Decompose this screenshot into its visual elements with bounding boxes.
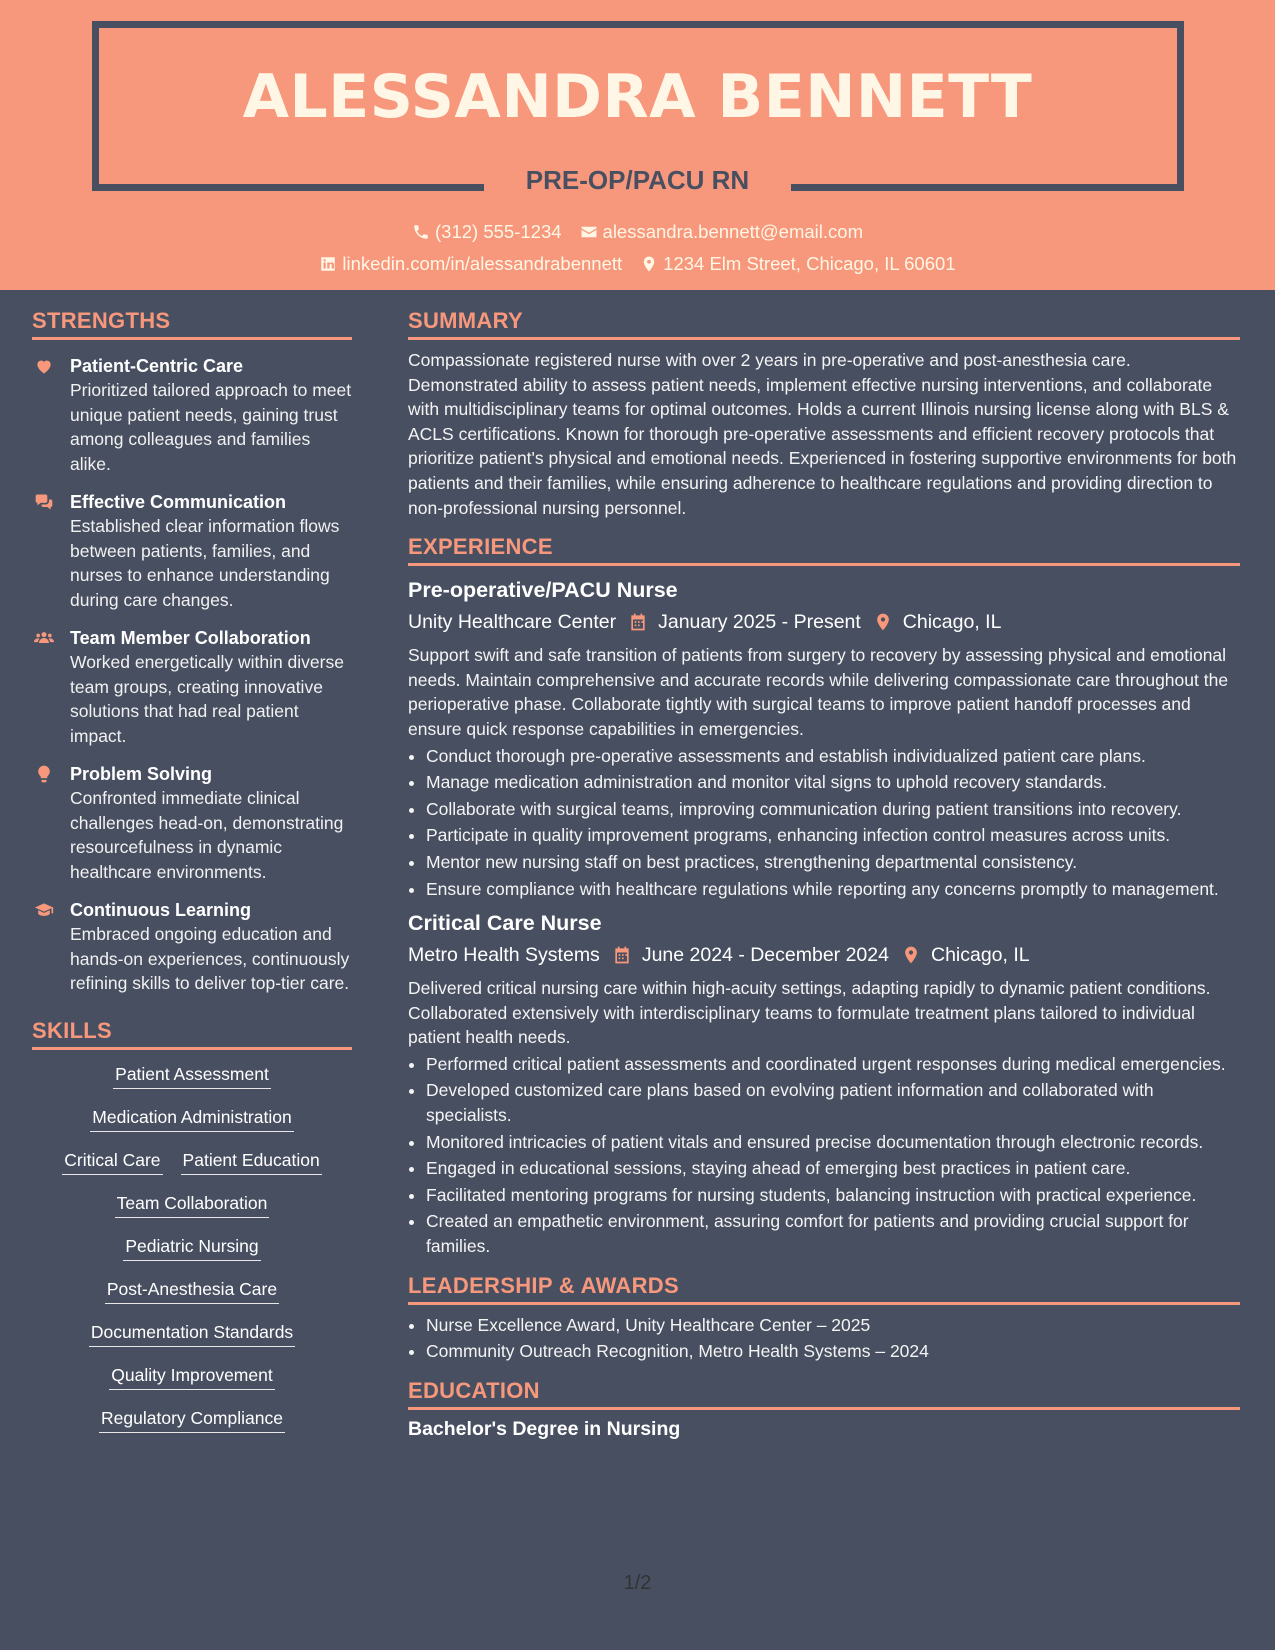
- strength-desc: Confronted immediate clinical challenges head-on, demonstrating resourcefulness in dynamic healthcare environments.: [70, 788, 344, 882]
- skills-heading: SKILLS: [32, 1018, 352, 1050]
- skill-tag: Documentation Standards: [89, 1320, 295, 1347]
- address-text: 1234 Elm Street, Chicago, IL 60601: [663, 253, 956, 274]
- email-contact[interactable]: [580, 221, 863, 243]
- skill-tag: Patient Assessment: [113, 1062, 271, 1089]
- users-icon: [34, 628, 54, 648]
- job-meta: [408, 607, 1240, 637]
- job-location: Chicago, IL: [930, 944, 1030, 967]
- list-item: • Created an empathetic environment, assuring comfort for patients and providing crucial support for families.: [426, 1209, 1240, 1258]
- job-description: Delivered critical nursing care within high-acuity settings, adapting rapidly to dynamic patient conditions. Collaborated extensively with interdisciplinary teams to formulate treatment plans tailored to individual patient health needs.: [408, 978, 1211, 1048]
- strength-title: Problem Solving: [70, 764, 213, 784]
- skills-list: [32, 1062, 352, 1433]
- left-column: [32, 290, 352, 1433]
- contact-row-1: [0, 221, 1275, 243]
- strength-item: [32, 490, 352, 612]
- skill-tag: Team Collaboration: [115, 1191, 270, 1218]
- job-bullets: [408, 744, 1240, 902]
- list-item: • Conduct thorough pre-operative assessments and establish individualized patient care plans.: [426, 744, 1240, 769]
- job-description: Support swift and safe transition of patients from surgery to recovery by assessing physical and emotional needs. Maintain comprehensive and accurate records while delivering compassionate care throughout the perioperative phase. Collaborate tightly with surgical teams to improve patient handoff processes and ensure quick response capabilities in emergencies.: [408, 645, 1229, 739]
- job-entry: [408, 909, 1240, 1259]
- job-meta: [408, 940, 1240, 970]
- strength-title: Effective Communication: [70, 492, 287, 512]
- strength-title: Continuous Learning: [70, 900, 251, 920]
- phone-icon: [412, 223, 430, 241]
- job-role: PRE-OP/PACU RN: [525, 165, 750, 195]
- strength-desc: Embraced ongoing education and hands-on experiences, continuously refining skills to deliver top-tier care.: [70, 924, 350, 993]
- skill-tag: Quality Improvement: [109, 1363, 274, 1390]
- job-company: Unity Healthcare Center: [408, 611, 617, 634]
- chat-icon: [34, 492, 54, 512]
- contact-row-2: [0, 253, 1275, 275]
- email-text[interactable]: alessandra.bennett@email.com: [602, 221, 863, 242]
- right-column: [408, 290, 1240, 1441]
- strength-desc: Established clear information flows between patients, families, and nurses to enhance understanding during care changes.: [70, 516, 340, 610]
- job-dates: June 2024 - December 2024: [641, 944, 889, 967]
- education-heading: EDUCATION: [408, 1378, 1240, 1410]
- skill-tag: Patient Education: [181, 1148, 322, 1175]
- list-item: • Collaborate with surgical teams, improving communication during patient transitions into recovery.: [426, 797, 1240, 822]
- list-item: • Ensure compliance with healthcare regulations while reporting any concerns promptly to management.: [426, 877, 1240, 902]
- linkedin-contact[interactable]: [319, 253, 622, 275]
- skill-tag: Regulatory Compliance: [99, 1406, 285, 1433]
- skill-tag: Pediatric Nursing: [123, 1234, 260, 1261]
- job-location: Chicago, IL: [902, 611, 1002, 634]
- strength-item: [32, 354, 352, 476]
- strength-desc: Prioritized tailored approach to meet unique patient needs, gaining trust among colleagues and families alike.: [70, 380, 352, 474]
- job-dates: January 2025 - Present: [658, 611, 861, 634]
- graduation-cap-icon: [34, 900, 54, 920]
- phone-contact: [412, 221, 562, 243]
- heart-icon: [34, 356, 54, 376]
- skill-tag: Critical Care: [62, 1148, 162, 1175]
- calendar-icon: [612, 945, 632, 965]
- list-item: • Engaged in educational sessions, staying ahead of emerging best practices in patient care.: [426, 1156, 1240, 1181]
- list-item: • Monitored intricacies of patient vitals and ensured precise documentation through electronic records.: [426, 1130, 1240, 1155]
- job-title: Critical Care Nurse: [408, 911, 602, 936]
- list-item: • Developed customized care plans based on evolving patient information and collaborated with specialists.: [426, 1078, 1240, 1127]
- map-pin-icon: [640, 255, 658, 273]
- job-bullets: [408, 1052, 1240, 1259]
- strength-item: [32, 626, 352, 748]
- skill-tag: Medication Administration: [90, 1105, 293, 1132]
- page-number: 1/2: [623, 1572, 652, 1594]
- lightbulb-icon: [34, 764, 54, 784]
- strength-title: Team Member Collaboration: [70, 628, 311, 648]
- strength-item: [32, 762, 352, 884]
- strength-title: Patient-Centric Care: [70, 356, 244, 376]
- job-company: Metro Health Systems: [408, 944, 600, 967]
- list-item: • Community Outreach Recognition, Metro Health Systems – 2024: [426, 1339, 1240, 1364]
- phone-text: (312) 555-1234: [435, 221, 562, 242]
- skill-tag: Post-Anesthesia Care: [105, 1277, 279, 1304]
- summary-text: Compassionate registered nurse with over 2 years in pre-operative and post-anesthesia care. Demonstrated ability to assess patient needs, implement effective nursing interventions, and collaborate with multidisciplinary teams for optimal outcomes. Holds a current Illinois nursing license along with BLS & ACLS certifications. Known for thorough pre-operative assessments and efficient recovery protocols that prioritize patient's physical and emotional needs. Experienced in fostering supportive environments for both patients and their families, while ensuring adherence to healthcare regulations and providing direction to non-professional nursing personnel.: [408, 350, 1237, 518]
- awards-list: [408, 1313, 1240, 1364]
- linkedin-icon: [319, 255, 337, 273]
- job-title: Pre-operative/PACU Nurse: [408, 578, 678, 603]
- address-contact: [640, 253, 955, 275]
- calendar-icon: [628, 612, 648, 632]
- strength-desc: Worked energetically within diverse team groups, creating innovative solutions that had real patient impact.: [70, 652, 344, 746]
- job-entry: [408, 576, 1240, 901]
- list-item: • Mentor new nursing staff on best practices, strengthening departmental consistency.: [426, 850, 1240, 875]
- map-pin-icon: [873, 612, 893, 632]
- strengths-heading: STRENGTHS: [32, 308, 352, 340]
- resume-header: [0, 0, 1275, 290]
- experience-heading: EXPERIENCE: [408, 534, 1240, 566]
- map-pin-icon: [901, 945, 921, 965]
- strength-item: [32, 898, 352, 996]
- envelope-icon: [580, 223, 598, 241]
- list-item: • Performed critical patient assessments and coordinated urgent responses during medical emergencies.: [426, 1052, 1240, 1077]
- awards-heading: LEADERSHIP & AWARDS: [408, 1273, 1240, 1305]
- linkedin-text[interactable]: linkedin.com/in/alessandrabennett: [342, 253, 623, 274]
- candidate-name: ALESSANDRA BENNETT: [242, 62, 1033, 132]
- list-item: • Nurse Excellence Award, Unity Healthcare Center – 2025: [426, 1313, 1240, 1338]
- education-degree: Bachelor's Degree in Nursing: [408, 1417, 681, 1440]
- list-item: • Facilitated mentoring programs for nursing students, balancing instruction with practical experience.: [426, 1183, 1240, 1208]
- list-item: • Manage medication administration and monitor vital signs to uphold recovery standards.: [426, 770, 1240, 795]
- list-item: • Participate in quality improvement programs, enhancing infection control measures across units.: [426, 823, 1240, 848]
- summary-heading: SUMMARY: [408, 308, 1240, 340]
